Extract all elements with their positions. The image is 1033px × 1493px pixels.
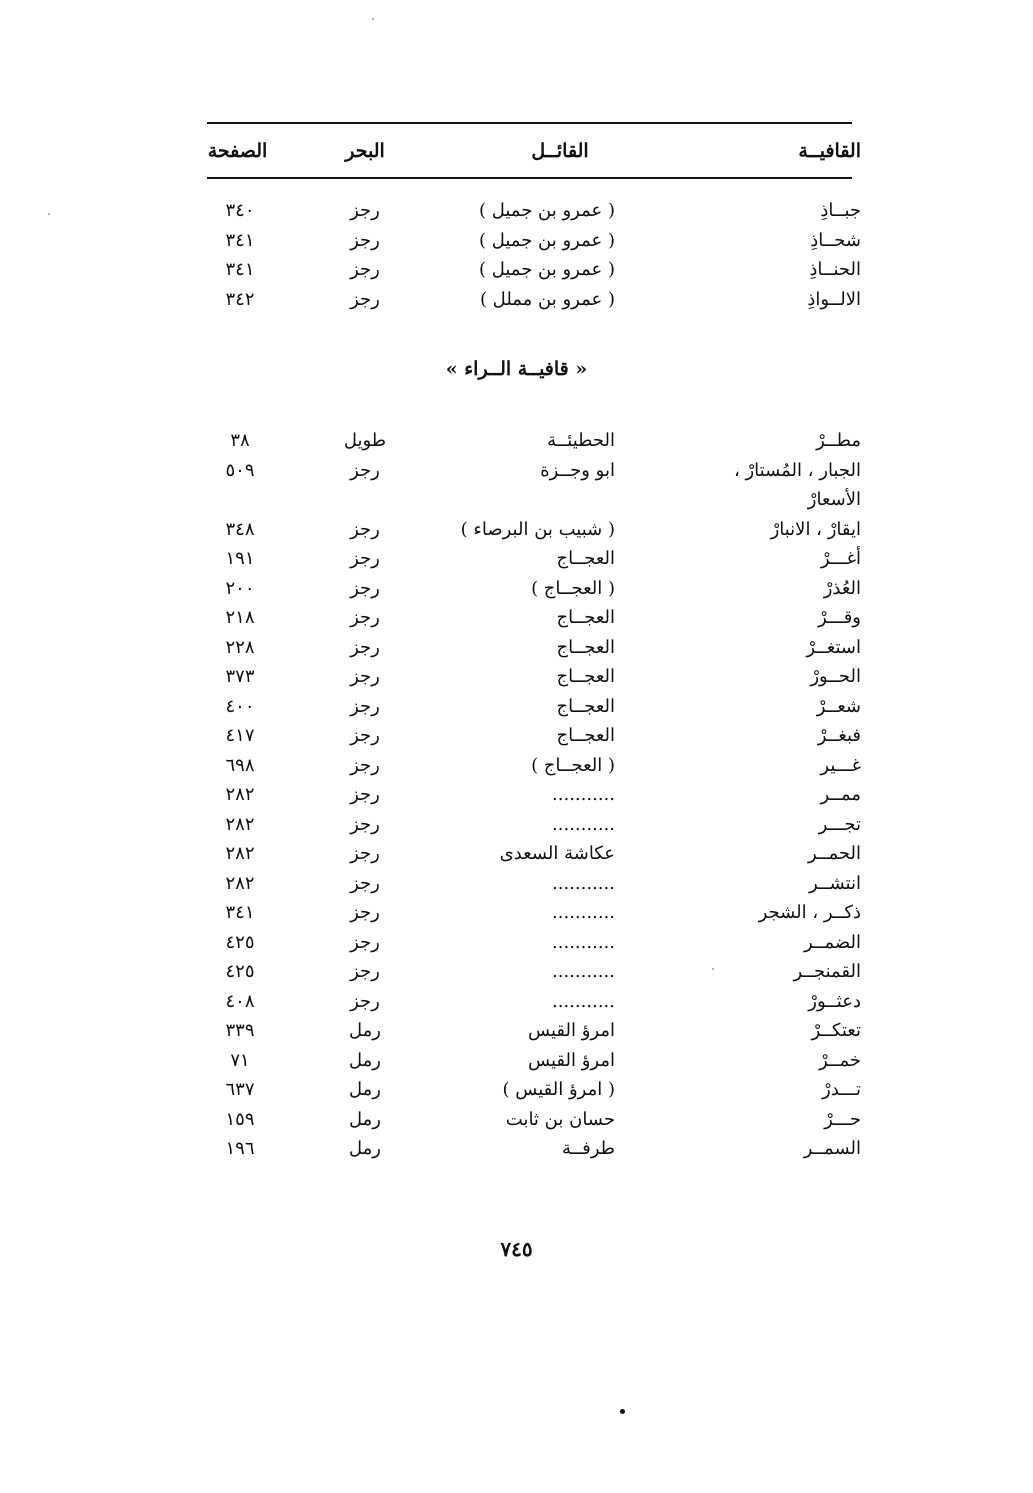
cell-qail: الحطيئــة (547, 430, 615, 451)
cell-qail: ........... (552, 902, 615, 923)
cell-bahr: رجز (350, 288, 380, 310)
cell-qail: ........... (552, 931, 615, 953)
ink-speck (48, 213, 50, 215)
table-row (0, 784, 1033, 812)
table-row (0, 1109, 1033, 1137)
cell-qafiya: جبــاذِ (820, 200, 861, 221)
cell-safha: ٢٨٢ (225, 872, 255, 894)
header-qail: القائــل (531, 140, 589, 162)
cell-safha: ٥٠٩ (225, 459, 255, 481)
cell-qail: ( العجــاج ) (531, 754, 615, 776)
table-row (0, 230, 1033, 258)
table-row (0, 519, 1033, 547)
cell-qafiya: الأسعارْ (807, 489, 861, 510)
ink-dot (620, 1409, 625, 1414)
cell-safha: ٤٠٨ (225, 990, 255, 1012)
cell-qail: ( العجــاج ) (531, 577, 615, 599)
table-row (0, 1079, 1033, 1107)
cell-qafiya: مطــرْ (816, 430, 861, 451)
cell-qail: امرؤ القيس (528, 1020, 615, 1041)
cell-bahr: رجز (350, 695, 380, 717)
cell-bahr: رمل (349, 1049, 381, 1071)
table-row (0, 666, 1033, 694)
cell-safha: ٧١ (230, 1049, 250, 1071)
table-row (0, 1050, 1033, 1078)
cell-qail: ( عمرو بن جميل ) (478, 229, 615, 251)
cell-safha: ٤١٧ (225, 725, 255, 746)
cell-qafiya: تـــدرْ (822, 1079, 861, 1100)
cell-bahr: رجز (350, 229, 380, 251)
table-row (0, 607, 1033, 635)
cell-bahr: رجز (350, 843, 380, 864)
cell-safha: ٢٨٢ (225, 843, 255, 864)
cell-qafiya: السمــر (803, 1138, 861, 1159)
table-row (0, 637, 1033, 665)
cell-safha: ٣٤٨ (225, 518, 255, 540)
table-row (0, 460, 1033, 488)
cell-bahr: رجز (350, 548, 380, 569)
table-row (0, 873, 1033, 901)
cell-bahr: رجز (350, 784, 380, 805)
cell-qail: ( عمرو بن مملل ) (479, 288, 615, 310)
cell-bahr: رجز (350, 813, 380, 835)
table-row (0, 696, 1033, 724)
table-row (0, 430, 1033, 458)
cell-qail: العجــاج (556, 636, 615, 658)
cell-safha: ٣٧٣ (225, 666, 255, 687)
cell-bahr: رجز (350, 459, 380, 481)
table-row (0, 1020, 1033, 1048)
cell-qail: ........... (552, 990, 615, 1012)
cell-qail: ابو وجــزة (540, 459, 615, 481)
cell-qafiya: القمنجــر (793, 961, 861, 982)
cell-qafiya: ايقارْ ، الانبارْ (770, 518, 861, 540)
table-row (0, 1138, 1033, 1166)
table-row (0, 548, 1033, 576)
table-row (0, 289, 1033, 317)
cell-qafiya: انتشــر (809, 872, 861, 894)
table-row (0, 725, 1033, 753)
table-row (0, 489, 1033, 517)
cell-qail: حسان بن ثابت (505, 1108, 615, 1130)
table-row (0, 200, 1033, 228)
cell-safha: ٢٨٢ (225, 813, 255, 835)
cell-safha: ٣٤١ (225, 259, 255, 280)
cell-qafiya: الحنــاذِ (809, 259, 861, 280)
cell-qail: امرؤ القيس (528, 1049, 615, 1071)
cell-bahr: رجز (350, 725, 380, 746)
cell-qafiya: العُذرْ (823, 577, 861, 599)
cell-bahr: رجز (350, 636, 380, 658)
cell-qail: العجــاج (556, 666, 615, 687)
cell-bahr: رجز (350, 961, 380, 982)
cell-qafiya: فبغــرْ (817, 725, 861, 746)
cell-qail: العجــاج (556, 607, 615, 628)
cell-qafiya: دعثــورْ (808, 990, 861, 1012)
cell-qail: العجــاج (556, 695, 615, 717)
cell-qafiya: شعــرْ (816, 695, 861, 717)
table-row (0, 578, 1033, 606)
page-number: ٧٤٥ (500, 1237, 533, 1261)
cell-qafiya: الالــواذِ (807, 288, 861, 310)
cell-qafiya: غـــير (820, 754, 861, 776)
cell-safha: ٤٠٠ (225, 695, 255, 717)
cell-safha: ٦٩٨ (225, 754, 255, 776)
cell-bahr: رجز (350, 990, 380, 1012)
cell-qafiya: الجبار ، المُستارْ ، (733, 459, 861, 481)
cell-bahr: رجز (350, 666, 380, 687)
cell-qafiya: الحــورْ (810, 666, 861, 687)
cell-bahr: رمل (349, 1138, 381, 1159)
cell-bahr: رجز (350, 518, 380, 540)
table-row (0, 932, 1033, 960)
cell-qafiya: تجـــر (818, 813, 861, 835)
cell-qail: ........... (552, 813, 615, 835)
cell-qail: ........... (552, 872, 615, 894)
header-safha: الصفحة (207, 140, 268, 162)
cell-qail: العجــاج (556, 548, 615, 569)
table-row (0, 259, 1033, 287)
cell-bahr: رجز (350, 754, 380, 776)
cell-qail: ( عمرو بن جميل ) (478, 200, 615, 221)
cell-safha: ٣٤١ (225, 229, 255, 251)
header-qafiya: القافيــة (798, 140, 861, 162)
cell-qail: ( امرؤ القيس ) (502, 1079, 615, 1100)
table-row (0, 814, 1033, 842)
cell-qafiya: حـــرْ (824, 1108, 861, 1130)
cell-safha: ٣٣٩ (225, 1020, 255, 1041)
cell-safha: ٢٨٢ (225, 784, 255, 805)
cell-qail: ........... (552, 784, 615, 805)
cell-safha: ٣٤٠ (225, 200, 255, 221)
cell-safha: ٣٤١ (225, 902, 255, 923)
ink-speck (712, 968, 714, 970)
cell-safha: ٤٢٥ (225, 931, 255, 953)
cell-qafiya: أغـــرْ (820, 548, 861, 569)
cell-qail: ( شبيب بن البرصاء ) (460, 518, 615, 540)
cell-bahr: رمل (349, 1020, 381, 1041)
cell-safha: ٢٠٠ (225, 577, 255, 599)
cell-qail: ( عمرو بن جميل ) (478, 259, 615, 280)
cell-safha: ٢٢٨ (225, 636, 255, 658)
ink-speck (372, 18, 374, 20)
cell-bahr: رمل (349, 1079, 381, 1100)
cell-bahr: رجز (350, 259, 380, 280)
table-row (0, 902, 1033, 930)
table-header-rule (207, 177, 852, 179)
header-bahr: البحر (345, 140, 385, 162)
cell-safha: ٣٨ (230, 430, 250, 451)
cell-safha: ٦٣٧ (225, 1079, 255, 1100)
cell-bahr: طويل (343, 430, 387, 451)
cell-qafiya: استغــرْ (806, 636, 861, 658)
cell-qail: طرفــة (561, 1138, 615, 1159)
cell-qafiya: الحمــر (808, 843, 861, 864)
cell-safha: ٢١٨ (225, 607, 255, 628)
cell-qafiya: ممــر (820, 784, 861, 805)
cell-safha: ٣٤٢ (225, 288, 255, 310)
cell-safha: ١٥٩ (225, 1108, 255, 1130)
cell-qafiya: تعتكــرْ (811, 1020, 861, 1041)
section-title: « قافيــة الــراء » (445, 358, 588, 380)
cell-qail: العجــاج (556, 725, 615, 746)
table-row (0, 843, 1033, 871)
cell-qafiya: خمــرْ (818, 1049, 861, 1071)
cell-bahr: رجز (350, 200, 380, 221)
cell-qail: عكاشة السعدى (499, 843, 615, 864)
cell-qafiya: شحــاذِ (810, 229, 861, 251)
cell-qafiya: الضمــر (804, 931, 861, 953)
cell-bahr: رجز (350, 577, 380, 599)
cell-safha: ١٩١ (225, 548, 255, 569)
cell-safha: ٤٢٥ (225, 961, 255, 982)
cell-qail: ........... (552, 961, 615, 982)
cell-bahr: رجز (350, 607, 380, 628)
cell-bahr: رجز (350, 931, 380, 953)
cell-bahr: رجز (350, 902, 380, 923)
cell-bahr: رجز (350, 872, 380, 894)
cell-qafiya: ذكــر ، الشجر (758, 902, 861, 923)
table-row (0, 961, 1033, 989)
cell-safha: ١٩٦ (225, 1138, 255, 1159)
table-top-rule (207, 122, 852, 124)
table-header (0, 140, 1033, 172)
cell-bahr: رمل (349, 1108, 381, 1130)
table-row (0, 991, 1033, 1019)
table-row (0, 755, 1033, 783)
cell-qafiya: وقـــرْ (817, 607, 861, 628)
